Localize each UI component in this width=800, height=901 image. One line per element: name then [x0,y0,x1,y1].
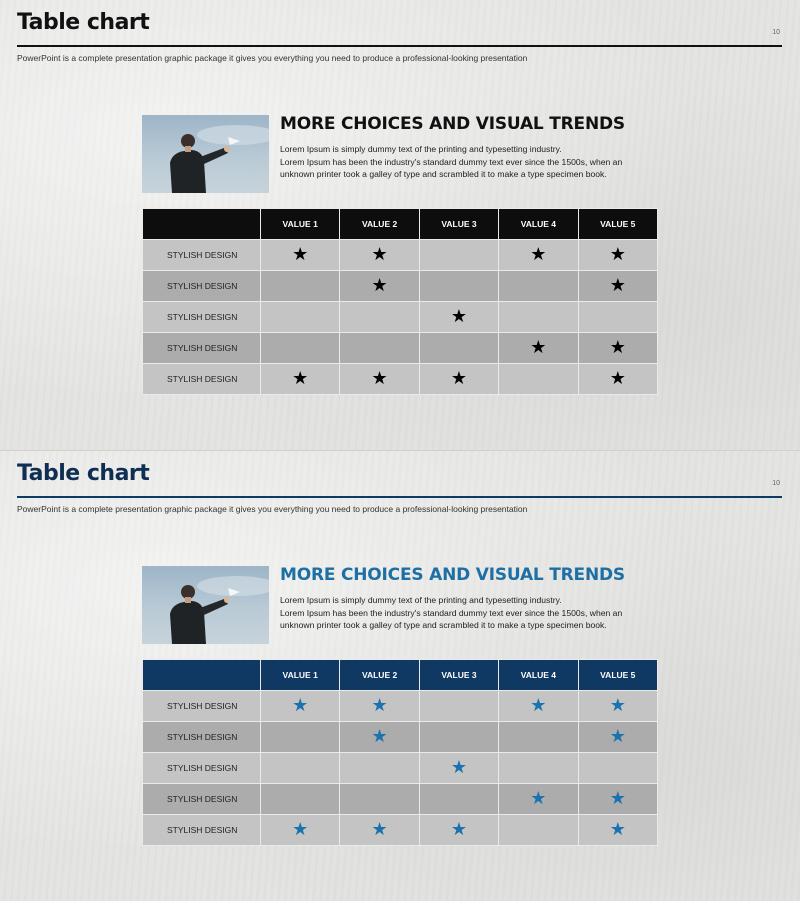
table-cell [340,240,419,271]
slide-subtitle: PowerPoint is a complete presentation graphic package it gives you everything you need to produce a professional-looking presentation [17,504,528,514]
star-icon: ★ [609,788,626,808]
column-header: VALUE 1 [261,660,340,691]
table-row [143,240,658,271]
star-icon: ★ [371,275,388,295]
table-corner-cell [143,209,261,240]
businessman-paper-plane-photo [142,566,269,644]
table-cell [499,691,578,722]
body-text [280,143,665,181]
table-cell [499,302,578,333]
star-icon: ★ [609,275,626,295]
table-row [143,364,658,395]
star-icon: ★ [609,368,626,388]
table-row [143,722,658,753]
body-line: Lorem Ipsum has been the industry's standard dummy text ever since the 1500s, when an [280,607,623,618]
table-cell [340,271,419,302]
table-cell [499,364,578,395]
table-cell [578,364,657,395]
star-icon: ★ [450,368,468,388]
column-header: VALUE 5 [578,209,657,240]
star-icon: ★ [609,726,626,746]
table-cell [261,722,340,753]
star-icon: ★ [609,819,626,839]
star-icon: ★ [450,757,468,777]
row-label: STYLISH DESIGN [143,364,261,395]
table-cell [419,753,498,784]
table-cell [261,302,340,333]
table-cell [261,784,340,815]
table-header-row [143,660,658,691]
table-row [143,691,658,722]
star-icon: ★ [530,244,547,264]
star-icon: ★ [530,695,547,715]
table-cell [340,691,419,722]
table-cell [419,271,498,302]
table-row [143,333,658,364]
businessman-paper-plane-photo [142,115,269,193]
table-cell [261,240,340,271]
table-body [143,691,658,846]
star-icon: ★ [450,819,468,839]
slide-black [0,0,800,450]
table-cell [340,333,419,364]
row-label: STYLISH DESIGN [143,753,261,784]
table-cell [499,271,578,302]
body-line: unknown printer took a galley of type and scrambled it to make a type specimen book. [280,169,607,179]
table-cell [499,784,578,815]
table-row [143,302,658,333]
body-line: unknown printer took a galley of type and scrambled it to make a type specimen book. [280,620,607,630]
table-cell [340,302,419,333]
table-cell [578,753,657,784]
star-icon: ★ [371,695,388,715]
section-heading: MORE CHOICES AND VISUAL TRENDS [280,114,625,134]
star-icon: ★ [371,819,388,839]
body-line: Lorem Ipsum has been the industry's standard dummy text ever since the 1500s, when an [280,156,623,167]
table-cell [261,815,340,846]
table-cell [419,364,498,395]
slide-subtitle: PowerPoint is a complete presentation graphic package it gives you everything you need to produce a professional-looking presentation [17,53,528,63]
row-label: STYLISH DESIGN [143,302,261,333]
row-label: STYLISH DESIGN [143,784,261,815]
table-cell [261,364,340,395]
body-text [280,594,665,632]
body-line: Lorem Ipsum is simply dummy text of the printing and typesetting industry. [280,595,562,605]
column-header: VALUE 2 [340,660,419,691]
table-cell [261,753,340,784]
table-cell [578,302,657,333]
star-icon: ★ [292,695,309,715]
row-label: STYLISH DESIGN [143,691,261,722]
slide-title: Table chart [17,461,150,486]
comparison-table [142,208,658,395]
star-icon: ★ [609,244,626,264]
table-cell [578,240,657,271]
table-cell [419,815,498,846]
column-header: VALUE 2 [340,209,419,240]
table-cell [419,333,498,364]
table-cell [340,784,419,815]
table-row [143,815,658,846]
row-label: STYLISH DESIGN [143,722,261,753]
title-rule [17,45,782,47]
column-header: VALUE 5 [578,660,657,691]
star-icon: ★ [530,337,547,357]
slide-title: Table chart [17,10,150,35]
star-icon: ★ [371,726,388,746]
table-body [143,240,658,395]
table-cell [499,722,578,753]
table-cell [340,364,419,395]
table-row [143,784,658,815]
table-corner-cell [143,660,261,691]
table-row [143,753,658,784]
table-cell [419,302,498,333]
table-cell [261,691,340,722]
row-label: STYLISH DESIGN [143,271,261,302]
comparison-table [142,659,658,846]
body-line: Lorem Ipsum is simply dummy text of the printing and typesetting industry. [280,144,562,154]
column-header: VALUE 3 [419,660,498,691]
slide-blue [0,450,800,901]
column-header: VALUE 4 [499,660,578,691]
table-cell [419,722,498,753]
row-label: STYLISH DESIGN [143,240,261,271]
star-icon: ★ [450,306,468,326]
row-label: STYLISH DESIGN [143,333,261,364]
table-cell [578,333,657,364]
table-cell [419,784,498,815]
table-cell [578,784,657,815]
table-header-row [143,209,658,240]
star-icon: ★ [371,244,388,264]
table-cell [578,271,657,302]
star-icon: ★ [292,244,309,264]
table-cell [419,691,498,722]
table-cell [499,815,578,846]
table-cell [261,333,340,364]
row-label: STYLISH DESIGN [143,815,261,846]
table-cell [578,815,657,846]
title-rule [17,496,782,498]
star-icon: ★ [609,695,626,715]
star-icon: ★ [371,368,388,388]
table-cell [578,691,657,722]
star-icon: ★ [609,337,626,357]
table-cell [261,271,340,302]
page-number: 10 [772,480,780,487]
star-icon: ★ [292,819,309,839]
table-cell [499,240,578,271]
section-heading: MORE CHOICES AND VISUAL TRENDS [280,565,625,585]
star-icon: ★ [292,368,309,388]
table-cell [340,753,419,784]
column-header: VALUE 1 [261,209,340,240]
table-cell [578,722,657,753]
page-number: 10 [772,29,780,36]
table-cell [340,722,419,753]
table-cell [499,753,578,784]
table-cell [499,333,578,364]
table-cell [419,240,498,271]
table-row [143,271,658,302]
column-header: VALUE 4 [499,209,578,240]
column-header: VALUE 3 [419,209,498,240]
table-cell [340,815,419,846]
star-icon: ★ [530,788,547,808]
